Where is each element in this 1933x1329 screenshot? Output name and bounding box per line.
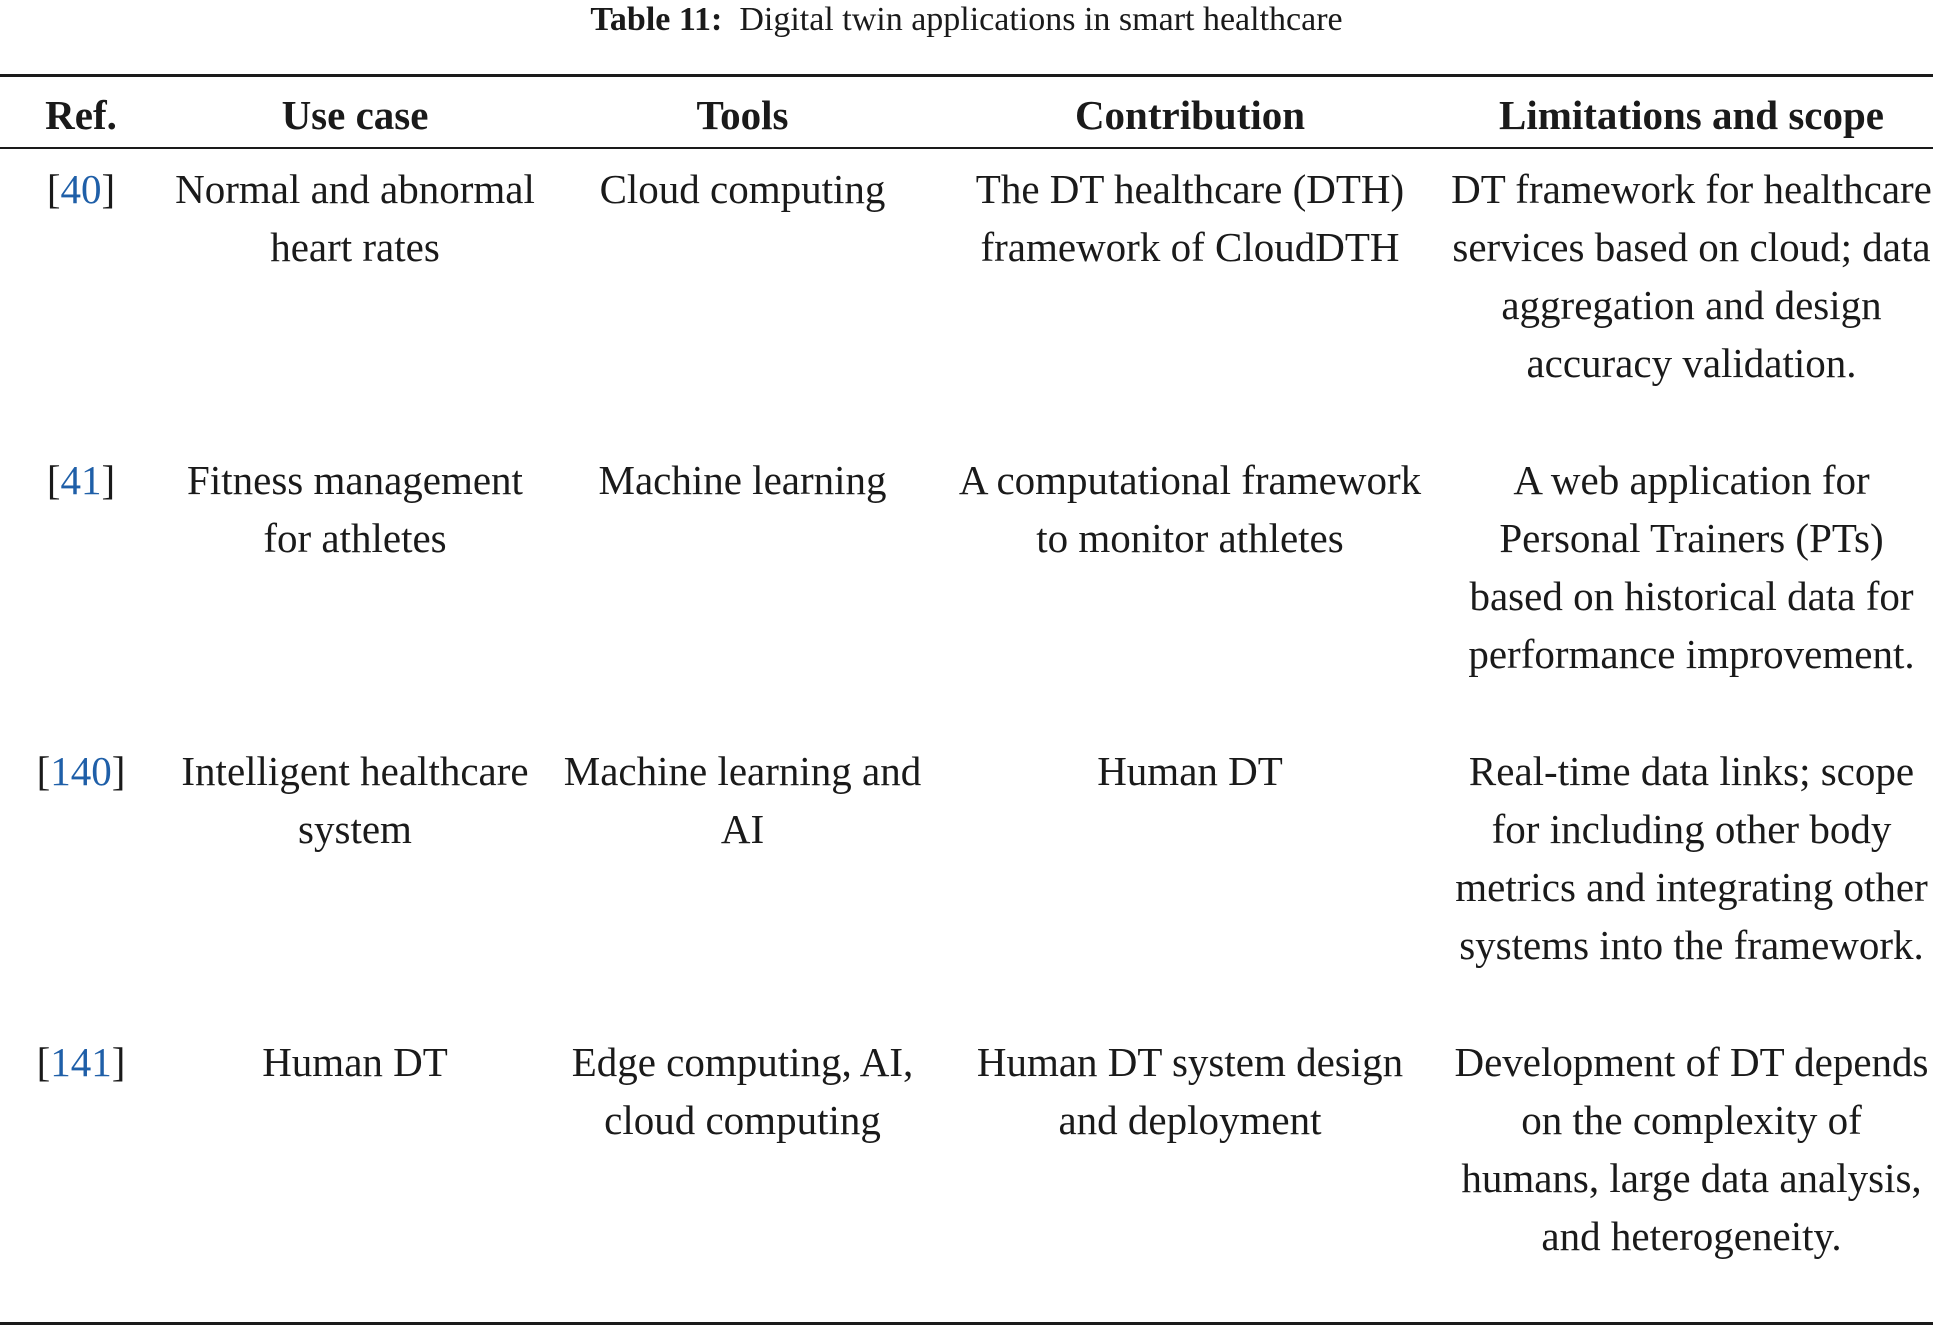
row-3-ref: [140] [36, 748, 126, 794]
header-limitations: Limitations and scope [1499, 92, 1884, 138]
row-2-limitations: A web application for Personal Trainers (PTs) based on historical data for performance improvement. [1468, 457, 1915, 677]
row-3-tools: Machine learning and AI [563, 748, 922, 852]
table-bottom-rule [0, 1322, 1933, 1325]
row-3-contribution: Human DT [1097, 748, 1283, 794]
row-1-use-case: Normal and abnormal heart rates [175, 166, 535, 270]
row-2-tools: Machine learning [598, 457, 887, 503]
table-caption-text: Digital twin applications in smart healthcare [739, 1, 1343, 38]
row-2-ref: [41] [46, 457, 116, 503]
row-4-contribution: Human DT system design and deployment [976, 1039, 1404, 1143]
header-tools: Tools [696, 92, 789, 138]
row-2-contribution: A computational framework to monitor athletes [958, 457, 1422, 561]
row-4-ref: [141] [36, 1039, 126, 1085]
ref-link[interactable]: 40 [60, 166, 102, 212]
row-1-tools: Cloud computing [599, 166, 886, 212]
ref-link[interactable]: 141 [50, 1039, 112, 1085]
row-4-tools: Edge computing, AI, cloud computing [571, 1039, 914, 1143]
row-4-use-case: Human DT [262, 1039, 448, 1085]
header-contribution: Contribution [1074, 92, 1306, 138]
row-1-contribution: The DT healthcare (DTH) framework of CloudDTH [975, 166, 1405, 270]
ref-link[interactable]: 140 [50, 748, 112, 794]
table-top-rule [0, 74, 1933, 77]
row-1-limitations: DT framework for healthcare services based on cloud; data aggregation and design accuracy validation. [1451, 166, 1932, 386]
row-1-ref: [40] [46, 166, 116, 212]
row-2-use-case: Fitness management for athletes [187, 457, 523, 561]
table-caption-label: Table 11: [590, 1, 723, 38]
header-use-case: Use case [281, 92, 429, 138]
row-3-use-case: Intelligent healthcare system [181, 748, 529, 852]
table-header-rule [0, 147, 1933, 149]
row-4-limitations: Development of DT depends on the complexity of humans, large data analysis, and heterogeneity. [1454, 1039, 1929, 1259]
header-ref: Ref. [45, 92, 117, 138]
table-caption [0, 0, 1933, 44]
ref-link[interactable]: 41 [60, 457, 102, 503]
row-3-limitations: Real-time data links; scope for including other body metrics and integrating other systems into the framework. [1455, 748, 1928, 968]
